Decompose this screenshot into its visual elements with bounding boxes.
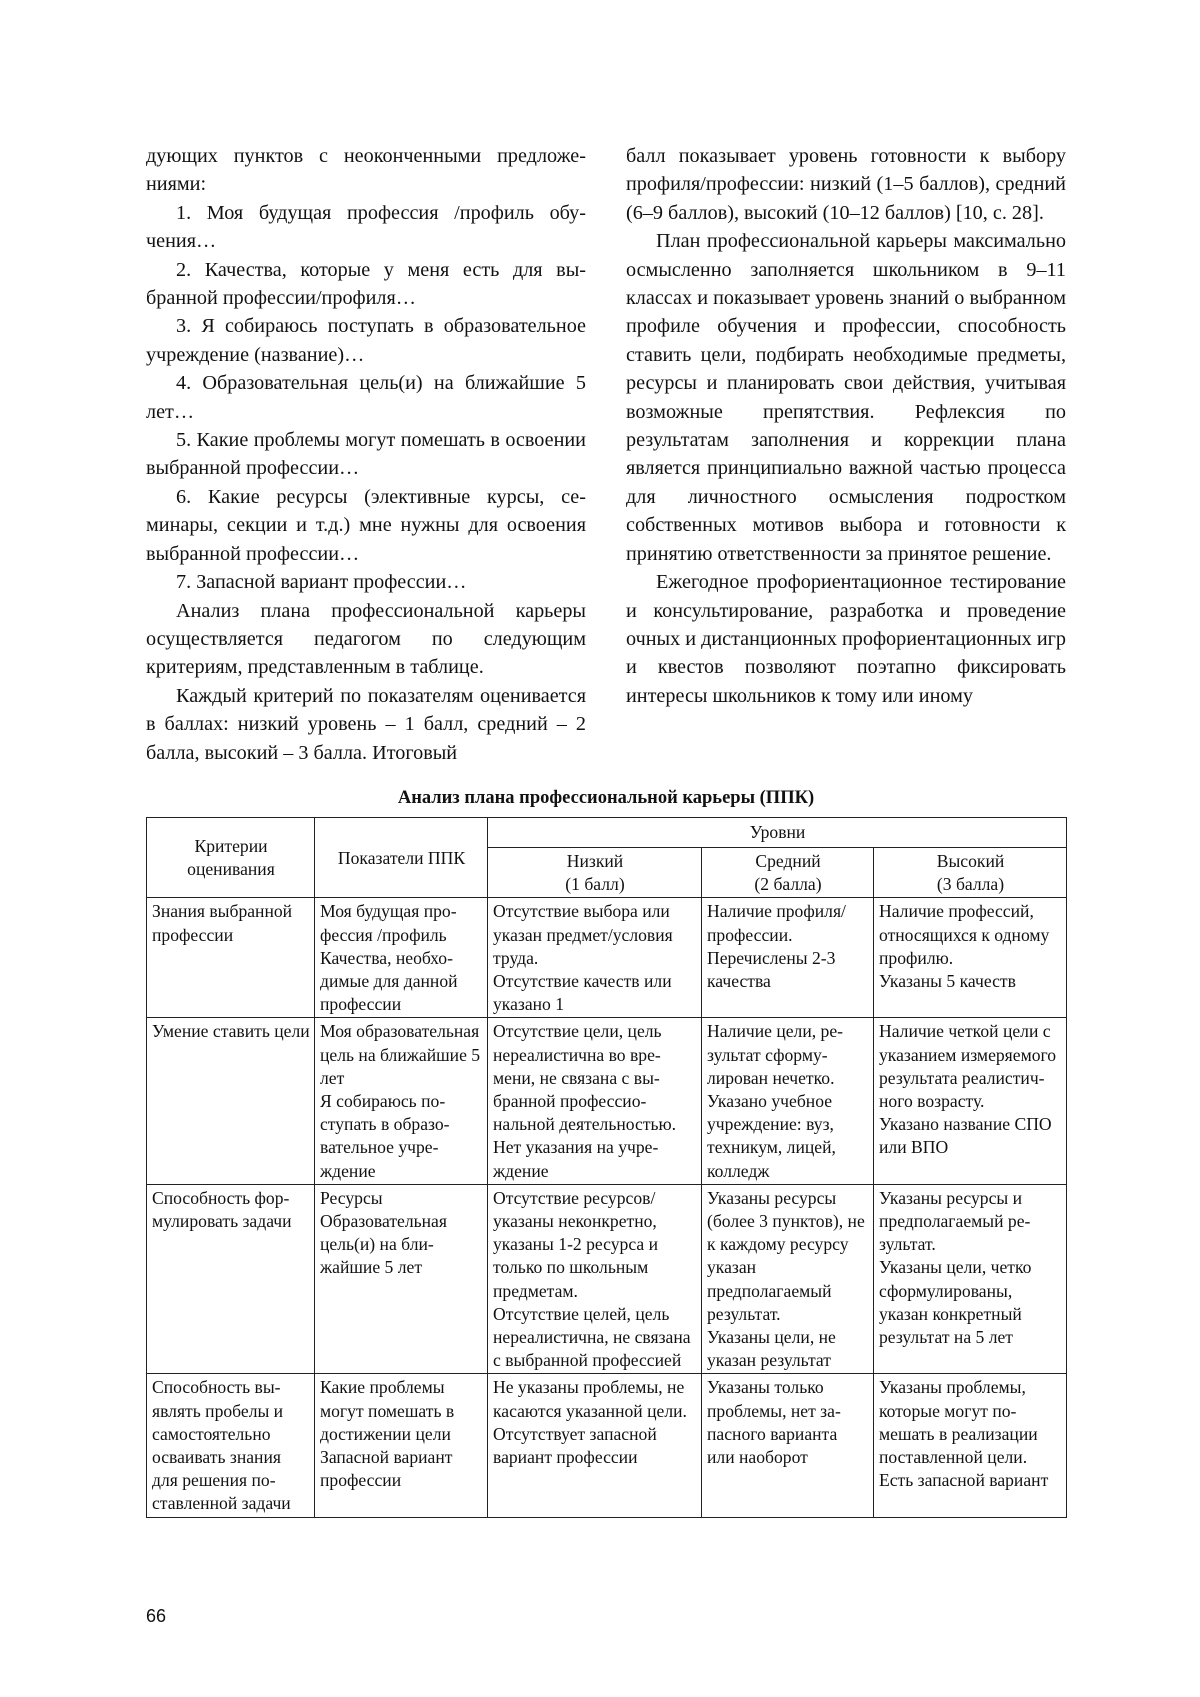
cell-text: Перечислены 2-3 качества <box>707 947 836 992</box>
cell-text: Указано учебное учреждение: вуз, техникум, лицей, колледж <box>707 1091 836 1181</box>
indicators-cell <box>315 1184 488 1374</box>
cell-text: Запасной вариант профессии <box>320 1447 453 1491</box>
mid-level-cell <box>702 1018 874 1184</box>
cell-text: Моя образовательная цель на ближайшие 5 лет <box>320 1021 481 1088</box>
table-row <box>147 1184 1067 1374</box>
cell-text: Не указаны проблемы, не касаются указанной цели. <box>493 1377 687 1421</box>
cell-text: Указаны 5 качеств <box>879 971 1016 992</box>
list-item: 5. Какие проблемы могут помешать в освоении выбранной профессии… <box>146 429 586 480</box>
paragraph: дующих пунктов с неоконченными предложениями: <box>146 145 586 196</box>
level-name: Высокий <box>936 851 1005 871</box>
header-indicators: Показатели ППК <box>315 818 488 898</box>
cell-text: Я собираюсь поступать в образовательное учреждение <box>320 1091 450 1181</box>
header-level-mid <box>702 848 874 898</box>
criteria-cell: Способность формулировать задачи <box>147 1184 315 1374</box>
left-column <box>146 142 586 767</box>
cell-text: Наличие четкой цели с указанием измеряемого результата реалистичного возрасту. <box>879 1021 1057 1112</box>
indicators-cell <box>315 1018 488 1184</box>
cell-text: Образовательная цель(и) на ближайшие 5 лет <box>320 1211 447 1278</box>
level-score: (3 балла) <box>936 874 1005 895</box>
level-score: (1 балл) <box>565 874 625 895</box>
high-level-cell <box>874 1184 1067 1374</box>
mid-level-cell <box>702 898 874 1018</box>
high-level-cell <box>874 898 1067 1018</box>
cell-text: Указаны проблемы, которые могут помешать в реализации поставленной цели. <box>879 1377 1038 1468</box>
table-row <box>147 1374 1067 1517</box>
level-name: Низкий <box>566 851 624 871</box>
cell-text: Указаны цели, не указан результат <box>707 1327 836 1371</box>
list-item: 7. Запасной вариант профессии… <box>176 571 467 594</box>
table-caption: Анализ плана профессиональной карьеры (ППК) <box>397 788 815 808</box>
cell-text: Ресурсы <box>320 1187 383 1208</box>
low-level-cell <box>488 898 702 1018</box>
indicators-cell <box>315 898 488 1018</box>
cell-text: Наличие профессий, относящихся к одному профилю. <box>879 901 1050 968</box>
cell-text: Отсутствует запасной вариант профессии <box>493 1423 657 1468</box>
paragraph: План профессиональной карьеры максимально осмысленно заполняется школьником в 9–11 классах и показывает уровень знаний о выбранном профиле обучения и профессии, способность ставить цели, подбирать необходимые предметы, ресурсы и планировать свои действия, учитывая возможные препятствия. Рефлексия по результатам заполнения и коррекции плана является принципиально важной частью процесса для личностного осмысления подростком собственных мотивов выбора и готовности к принятию ответственности за принятое решение. <box>626 230 1066 565</box>
cell-text: Указаны ресурсы и предполагаемый результат. <box>879 1187 1031 1255</box>
cell-text: Наличие цели, результат сформулирован нечетко. <box>707 1021 844 1088</box>
indicators-cell <box>315 1374 488 1517</box>
table-header-row <box>147 818 1067 848</box>
paragraph: Каждый критерий по показателям оценивается в баллах: низкий уровень – 1 балл, средний – 2 балла, высокий – 3 балла. Итоговый <box>146 684 586 764</box>
cell-text: Нет указания на учреждение <box>493 1137 659 1181</box>
high-level-cell <box>874 1374 1067 1517</box>
cell-text: Какие проблемы могут помешать в достижении цели <box>320 1377 455 1444</box>
cell-text: Отсутствие ресурсов/указаны неконкретно, указаны 1-2 ресурса и только по школьным предметам. <box>493 1187 658 1301</box>
list-item: 2. Качества, которые у меня есть для выбранной профессии/профиля… <box>146 258 586 310</box>
list-item: 6. Какие ресурсы (элективные курсы, семинары, секции и т.д.) мне нужны для освоения выбранной профессии… <box>146 485 586 565</box>
list-item: 4. Образовательная цель(и) на ближайшие 5 лет… <box>146 372 586 423</box>
list-item: 1. Моя будущая профессия /профиль обучения… <box>146 201 586 253</box>
level-name: Средний <box>755 851 821 871</box>
level-score: (2 балла) <box>754 874 822 895</box>
high-level-cell <box>874 1018 1067 1184</box>
two-column-text <box>146 142 1066 782</box>
cell-text: Указаны цели, четко сформулированы, указан конкретный результат на 5 лет <box>879 1257 1032 1348</box>
cell-text: Есть запасной вариант <box>879 1470 1049 1491</box>
paragraph: Ежегодное профориентационное тестирование и консультирование, разработка и проведение очных и дистанционных профориентационных игр и квестов позволяют поэтапно фиксировать интересы школьников к тому или иному <box>626 571 1067 707</box>
mid-level-cell <box>702 1374 874 1517</box>
cell-text: Отсутствие выбора или указан предмет/условия труда. <box>493 901 673 968</box>
page-number: 66 <box>146 1606 167 1626</box>
cell-text: Наличие профиля/профессии. <box>707 901 846 945</box>
low-level-cell <box>488 1018 702 1184</box>
right-column <box>626 142 1066 710</box>
list-item: 3. Я собираюсь поступать в образовательное учреждение (название)… <box>146 315 586 366</box>
criteria-cell: Способность выявлять пробелы и самостоятельно осваивать знания для решения поставленной задачи <box>147 1374 315 1517</box>
paragraph: балл показывает уровень готовности к выбору профиля/профессии: низкий (1–5 баллов), средний (6–9 баллов), высокий (10–12 баллов) [10, с. 28]. <box>626 145 1066 224</box>
table-row <box>147 898 1067 1018</box>
cell-text: Указаны только проблемы, нет запасного варианта или наоборот <box>707 1377 841 1468</box>
header-level-high <box>874 848 1067 898</box>
header-criteria: Критерии оценивания <box>147 818 315 898</box>
low-level-cell <box>488 1374 702 1517</box>
paragraph: Анализ плана профессиональной карьеры осуществляется педагогом по следующим критериям, представленным в таблице. <box>146 599 586 679</box>
header-level-low <box>488 848 702 898</box>
cell-text: Качества, необходимые для данной профессии <box>320 947 458 1015</box>
cell-text: Отсутствие качеств или указано 1 <box>493 971 672 1015</box>
ppk-analysis-table <box>146 817 1067 1518</box>
mid-level-cell <box>702 1184 874 1374</box>
cell-text: Отсутствие цели, цель нереалистична во времени, не связана с выбранной профессиональной деятельностью. <box>493 1021 677 1135</box>
criteria-cell: Знания выбранной профессии <box>147 898 315 1018</box>
low-level-cell <box>488 1184 702 1374</box>
cell-text: Моя будущая профессия /профиль <box>320 901 457 945</box>
header-levels: Уровни <box>488 818 1067 848</box>
cell-text: Указано название СПО или ВПО <box>879 1114 1052 1158</box>
cell-text: Отсутствие целей, цель нереалистична, не связана с выбранной профессией <box>493 1303 691 1371</box>
table-row <box>147 1018 1067 1184</box>
criteria-cell: Умение ставить цели <box>147 1018 315 1184</box>
cell-text: Указаны ресурсы (более 3 пунктов), не к каждому ресурсу указан предполагаемый результат. <box>707 1187 865 1324</box>
